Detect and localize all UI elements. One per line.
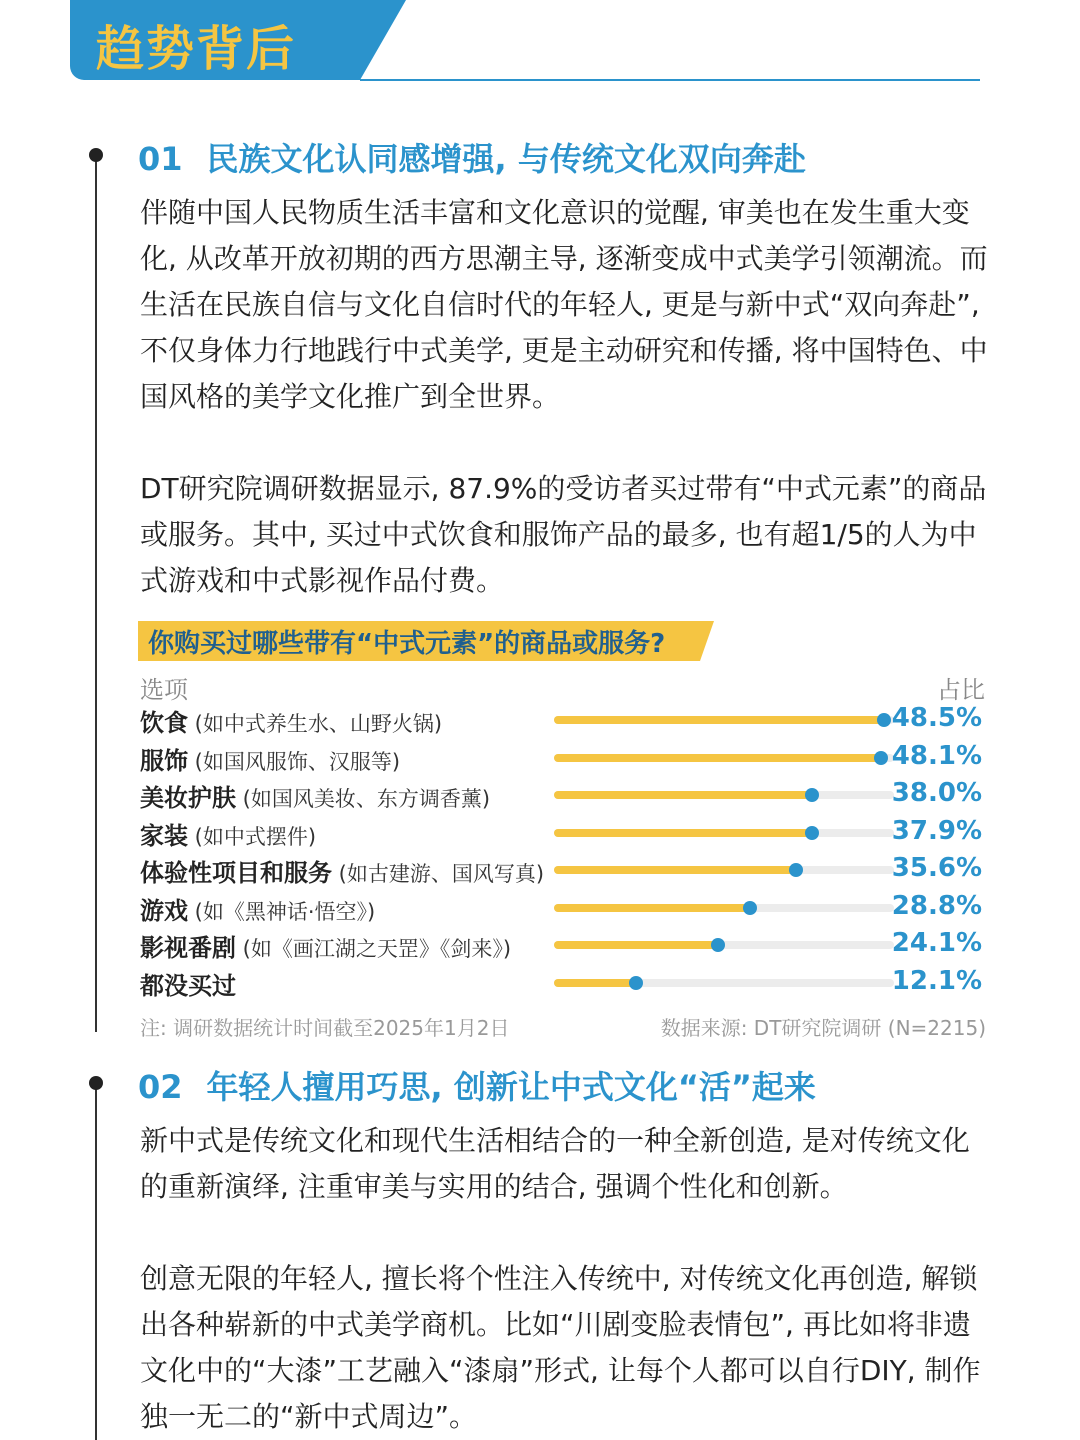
category-example: (如《黑神话·悟空》) (188, 899, 376, 924)
section-2-heading: 年轻人擅用巧思, 创新让中式文化“活”起来 (206, 1068, 816, 1106)
category-name: 服饰 (140, 746, 188, 775)
chart-row (0, 741, 1080, 777)
column-header-option: 选项 (140, 676, 188, 704)
category-label (140, 816, 316, 851)
data-label: 28.8% (891, 890, 982, 921)
section-1-paragraph-2: DT研究院调研数据显示, 87.9%的受访者买过带有“中式元素”的商品或服务。其中, 买过中式饮食和服饰产品的最多, 也有超1/5的人为中式游戏和中式影视作品付费。 (140, 472, 987, 597)
section-1-paragraph-1: 伴随中国人民物质生活丰富和文化意识的觉醒, 审美也在发生重大变化, 从改革开放初期的西方思潮主导, 逐渐变成中式美学引领潮流。而生活在民族自信与文化自信时代的年轻人, 更是与新中式“双向奔赴”, 不仅身体力行地践行中式美学, 更是主动研究和传播, 将中国特色、中国风格的美学文化推广到全世界。 (140, 196, 988, 413)
category-example: (如中式摆件) (188, 824, 317, 849)
category-example: (如古建游、国风写真) (332, 862, 545, 886)
section-1-number: 01 (138, 140, 183, 178)
page-title: 趋势背后 (96, 21, 297, 77)
bar-end-marker (874, 751, 888, 765)
chart-title: 你购买过哪些带有“中式元素”的商品或服务? (148, 629, 666, 659)
data-label: 38.0% (891, 778, 982, 808)
timeline-dot (89, 1076, 103, 1090)
bar-end-marker (711, 938, 725, 952)
chart-row (0, 891, 1080, 927)
category-label (140, 966, 236, 1001)
chart-row (0, 816, 1080, 852)
bar (554, 904, 750, 912)
category-example: (如国风服饰、汉服等) (188, 749, 401, 774)
data-label: 35.6% (891, 853, 982, 883)
category-name: 影视番剧 (140, 934, 236, 962)
category-label (140, 778, 490, 813)
chart-row (0, 853, 1080, 889)
category-example: (如《画江湖之天罡》《剑来》) (236, 937, 512, 961)
bar-end-marker (789, 863, 803, 877)
bar-end-marker (805, 826, 819, 840)
category-example: (如国风美妆、东方调香薰) (236, 787, 491, 811)
section-1-heading: 民族文化认同感增强, 与传统文化双向奔赴 (206, 140, 806, 178)
chart-row (0, 778, 1080, 814)
category-label (140, 741, 400, 776)
timeline-line (95, 1080, 97, 1440)
chart-question (138, 617, 704, 663)
data-label: 37.9% (891, 815, 982, 846)
bar-end-marker (743, 901, 757, 915)
category-label (140, 853, 544, 888)
section-2-paragraph-2: 创意无限的年轻人, 擅长将个性注入传统中, 对传统文化再创造, 解锁出各种崭新的中式美学商机。比如“川剧变脸表情包”, 再比如将非遗文化中的“大漆”工艺融入“漆扇”形式, 让每个人都可以自行DIY, 制作独一无二的“新中式周边”。 (140, 1262, 981, 1433)
category-label (140, 891, 375, 926)
section-2-title (138, 1062, 816, 1108)
data-label: 12.1% (891, 965, 982, 996)
bar (554, 829, 812, 837)
chart-row (0, 966, 1080, 1002)
column-header-share: 占比 (937, 676, 985, 704)
chart-source: 数据来源: DT研究院调研 (N=2215) (660, 1016, 986, 1040)
bar-end-marker (629, 976, 643, 990)
section-2-paragraph-1: 新中式是传统文化和现代生活相结合的一种全新创造, 是对传统文化的重新演绎, 注重审美与实用的结合, 强调个性化和创新。 (140, 1124, 970, 1203)
bar (554, 979, 636, 987)
category-name: 美妆护肤 (140, 784, 236, 812)
bar-end-marker (877, 713, 891, 727)
bar (554, 791, 812, 799)
category-example: (如中式养生水、山野火锅) (188, 712, 443, 736)
category-name: 游戏 (140, 896, 188, 925)
bar (554, 941, 718, 949)
category-name: 都没买过 (140, 971, 236, 1000)
bar (554, 716, 884, 724)
data-label: 48.1% (891, 740, 982, 771)
chart-row (0, 928, 1080, 964)
header-divider (360, 79, 980, 81)
chart-row (0, 703, 1080, 739)
section-1-title (138, 134, 806, 180)
category-label (140, 703, 442, 738)
bar-end-marker (805, 788, 819, 802)
category-name: 饮食 (140, 709, 188, 737)
chart-note: 注: 调研数据统计时间截至2025年1月2日 (140, 1016, 510, 1040)
section-2-number: 02 (138, 1068, 183, 1106)
category-name: 家装 (140, 821, 188, 850)
timeline-dot (89, 148, 103, 162)
data-label: 48.5% (891, 703, 982, 733)
data-label: 24.1% (891, 928, 982, 958)
bar (554, 754, 881, 762)
category-label (140, 928, 511, 963)
bar (554, 866, 796, 874)
category-name: 体验性项目和服务 (140, 859, 332, 887)
